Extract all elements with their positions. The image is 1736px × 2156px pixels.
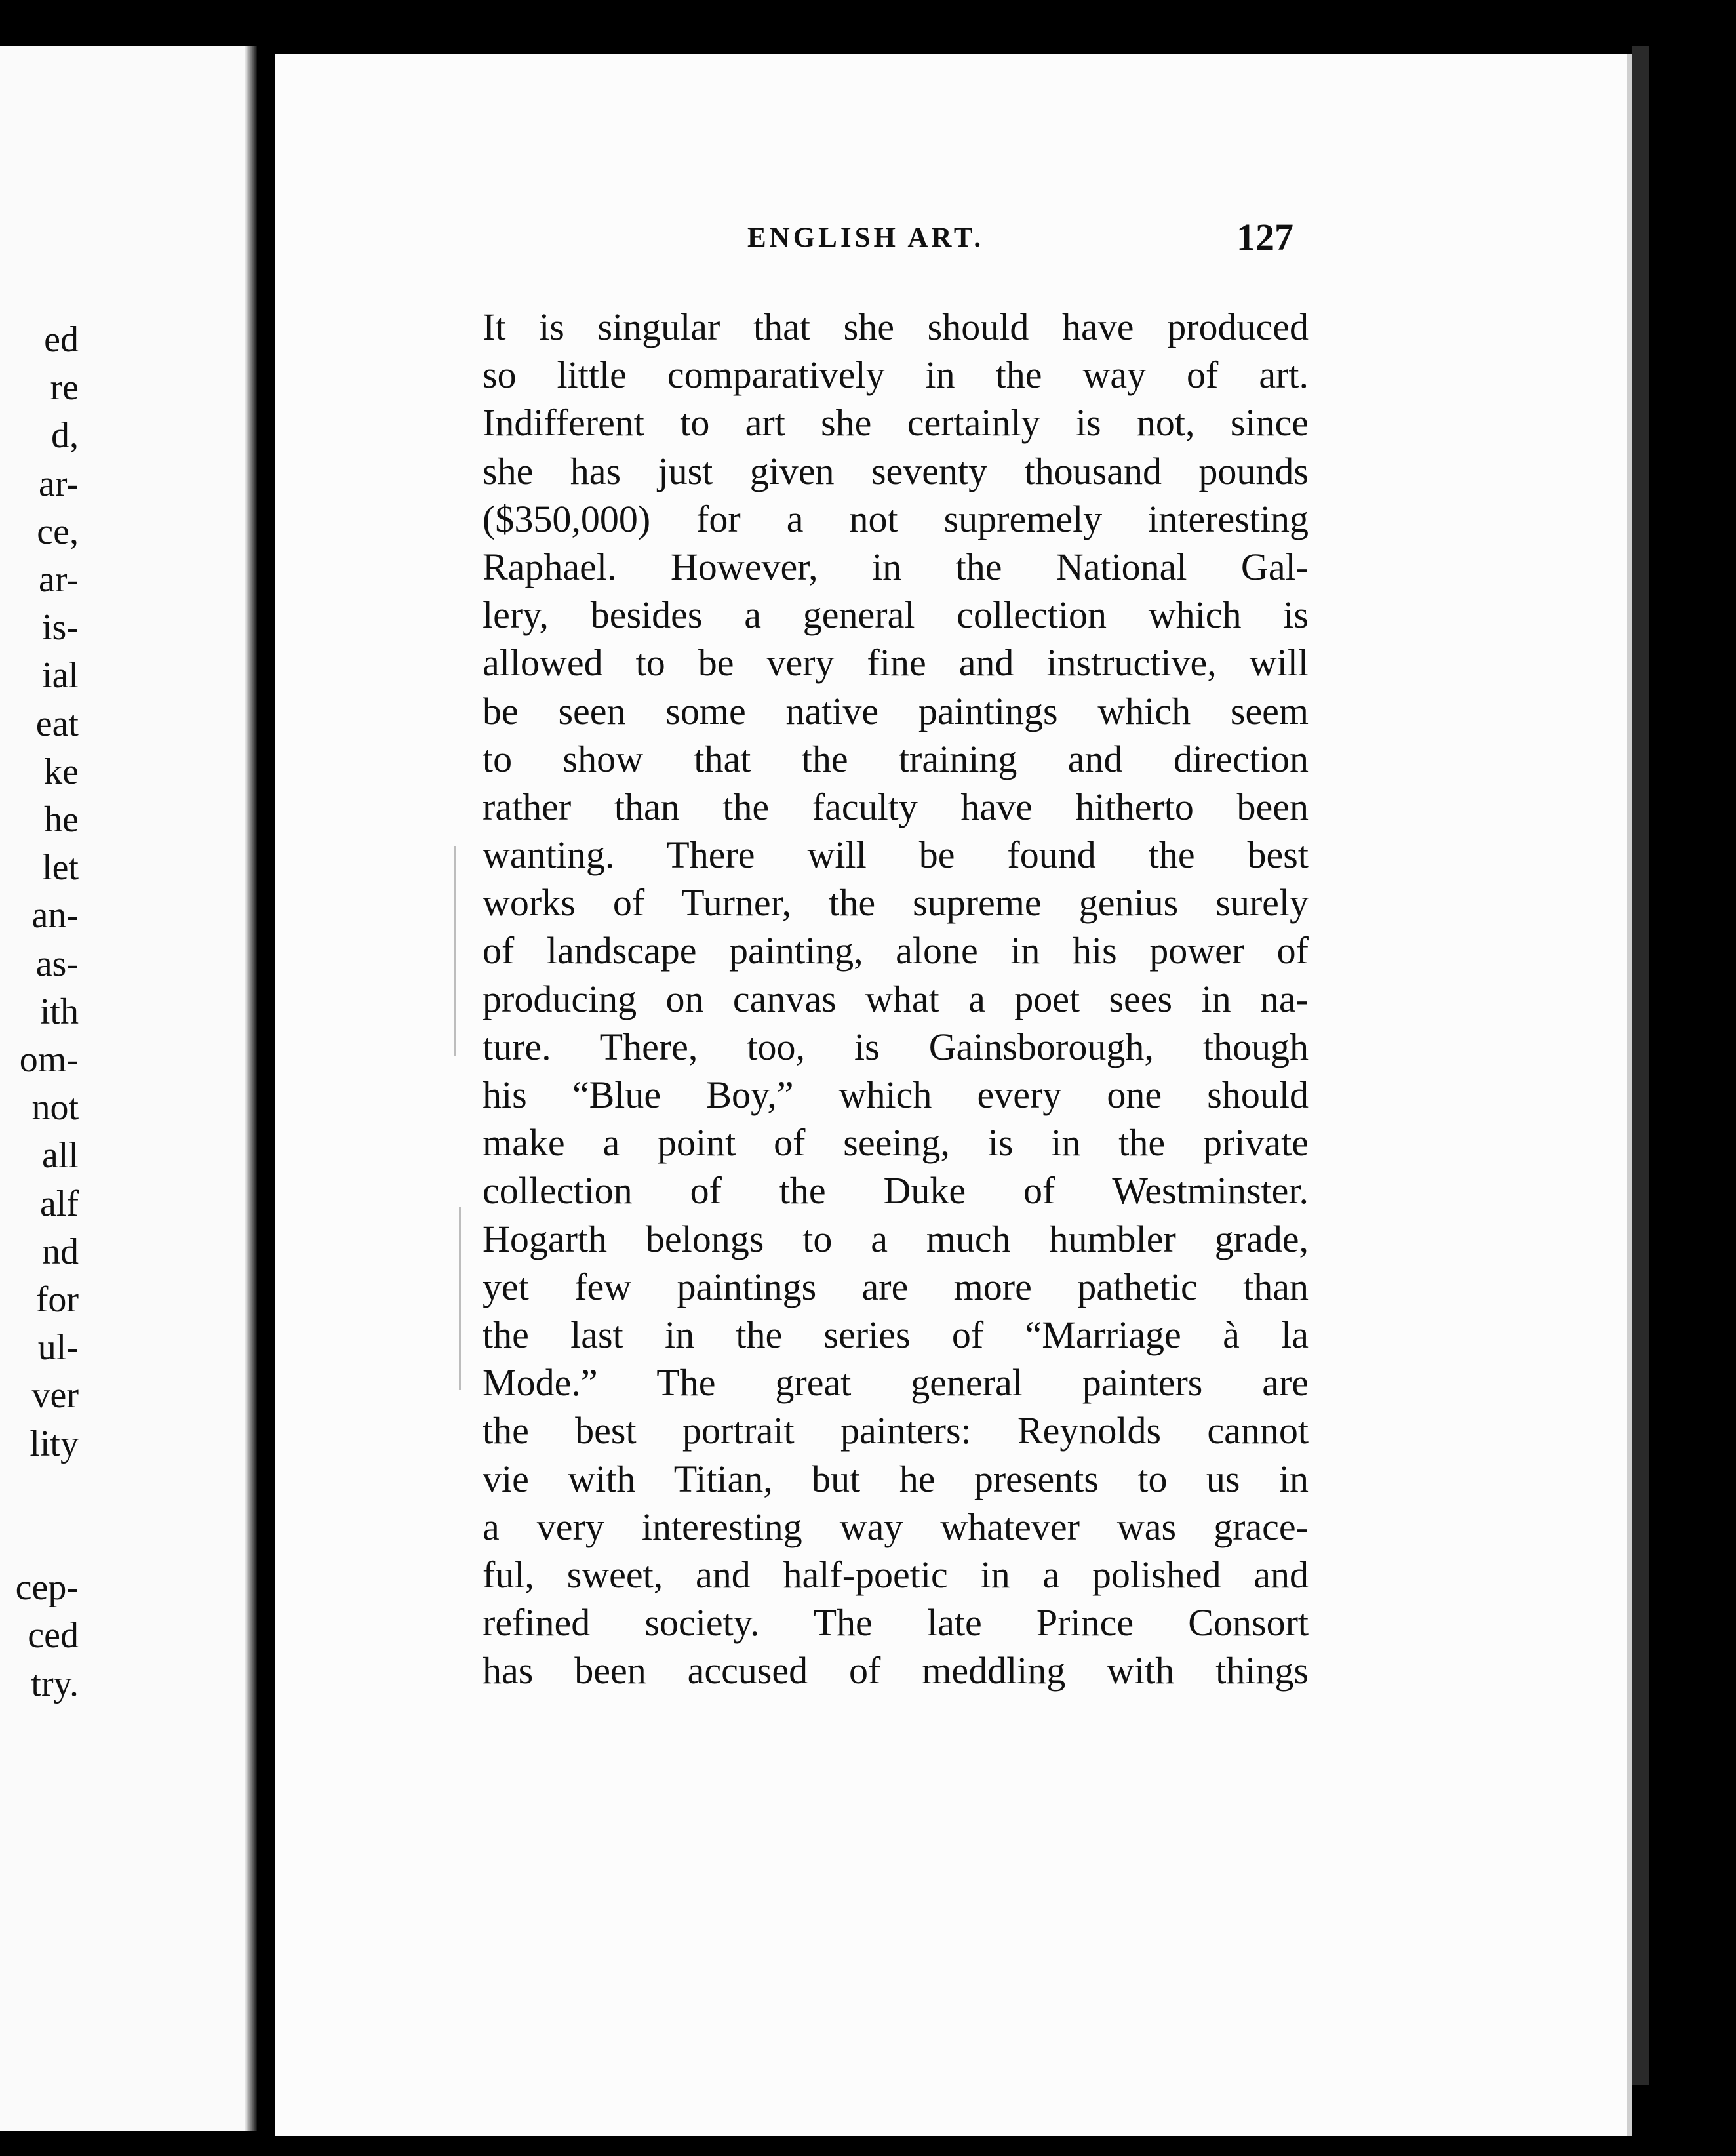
text-line: to show that the training and direction (483, 737, 1309, 780)
facing-page-fragment: all (42, 1135, 79, 1176)
facing-page-fragment: ce, (37, 511, 79, 552)
facing-page-fragment: d, (51, 415, 79, 456)
gutter-shadow (245, 46, 257, 2131)
text-line: of landscape painting, alone in his power of (483, 929, 1309, 972)
margin-pencil-mark (454, 846, 456, 1056)
text-line: refined society. The late Prince Consort (483, 1601, 1309, 1645)
text-line: so little comparatively in the way of art. (483, 353, 1309, 397)
text-line: ($350,000) for a not supremely interesting (483, 497, 1309, 540)
facing-page-fragment: an- (31, 895, 79, 936)
text-line: allowed to be very fine and instructive, will (483, 641, 1309, 685)
text-line: ture. There, too, is Gainsborough, though (483, 1025, 1309, 1068)
text-line: producing on canvas what a poet sees in na- (483, 977, 1309, 1020)
text-line: Raphael. However, in the National Gal- (483, 545, 1309, 588)
facing-page-fragment: nd (42, 1231, 79, 1272)
facing-page-fragment: ar- (38, 463, 79, 504)
text-line: rather than the faculty have hitherto been (483, 785, 1309, 828)
facing-page-fragment: let (42, 847, 79, 888)
facing-page-fragment: re (50, 367, 79, 409)
facing-page-fragment: ar- (38, 559, 79, 600)
text-line: she has just given seventy thousand pounds (483, 449, 1309, 492)
facing-page-fragment: ke (44, 751, 79, 792)
text-line: be seen some native paintings which seem (483, 689, 1309, 732)
facing-page-fragment: ced (28, 1615, 79, 1656)
text-line: Indifferent to art she certainly is not, since (483, 401, 1309, 445)
facing-page-fragment: ith (39, 991, 79, 1032)
text-line: his “Blue Boy,” which every one should (483, 1073, 1309, 1116)
facing-page-fragment: ed (44, 319, 79, 360)
facing-page-fragment: as- (35, 943, 79, 984)
facing-page-fragment: eat (35, 703, 79, 744)
facing-page-fragment: ver (31, 1375, 79, 1416)
facing-page-fragment: he (44, 799, 79, 840)
facing-page-left (0, 46, 257, 2131)
facing-page-text-fragments (0, 46, 79, 2131)
text-line: It is singular that she should have produced (483, 306, 1309, 348)
facing-page-fragment: try. (31, 1663, 79, 1704)
text-line: vie with Titian, but he presents to us in (483, 1457, 1309, 1500)
text-line: the best portrait painters: Reynolds cannot (483, 1409, 1309, 1452)
facing-page-fragment: for (35, 1279, 79, 1320)
text-line: Hogarth belongs to a much humbler grade, (483, 1217, 1309, 1260)
text-line: has been accused of meddling with things (483, 1649, 1309, 1692)
facing-page-fragment: not (31, 1087, 79, 1128)
page-number: 127 (1236, 216, 1293, 258)
running-head: ENGLISH ART. (747, 222, 985, 253)
text-line: wanting. There will be found the best (483, 833, 1309, 877)
text-line: collection of the Duke of Westminster. (483, 1169, 1309, 1212)
facing-page-fragment: is- (42, 607, 79, 649)
facing-page-fragment: om- (19, 1039, 79, 1080)
text-line: lery, besides a general collection which is (483, 593, 1309, 637)
body-text (483, 303, 1309, 1694)
text-line: yet few paintings are more pathetic than (483, 1265, 1309, 1308)
facing-page-fragment: alf (39, 1183, 79, 1224)
facing-page-fragment: ial (42, 655, 79, 696)
text-line: a very interesting way whatever was grace- (483, 1505, 1309, 1548)
margin-pencil-mark (459, 1207, 461, 1390)
facing-page-fragment: lity (30, 1423, 79, 1464)
facing-page-fragment: cep- (15, 1567, 79, 1608)
text-line: make a point of seeing, is in the private (483, 1121, 1309, 1165)
text-line: Mode.” The great general painters are (483, 1361, 1309, 1405)
text-line: the last in the series of “Marriage à la (483, 1313, 1309, 1356)
page-edge (1632, 46, 1649, 2085)
text-line: ful, sweet, and half-poetic in a polished and (483, 1553, 1309, 1596)
facing-page-fragment: ul- (37, 1327, 79, 1368)
text-line: works of Turner, the supreme genius surely (483, 881, 1309, 925)
